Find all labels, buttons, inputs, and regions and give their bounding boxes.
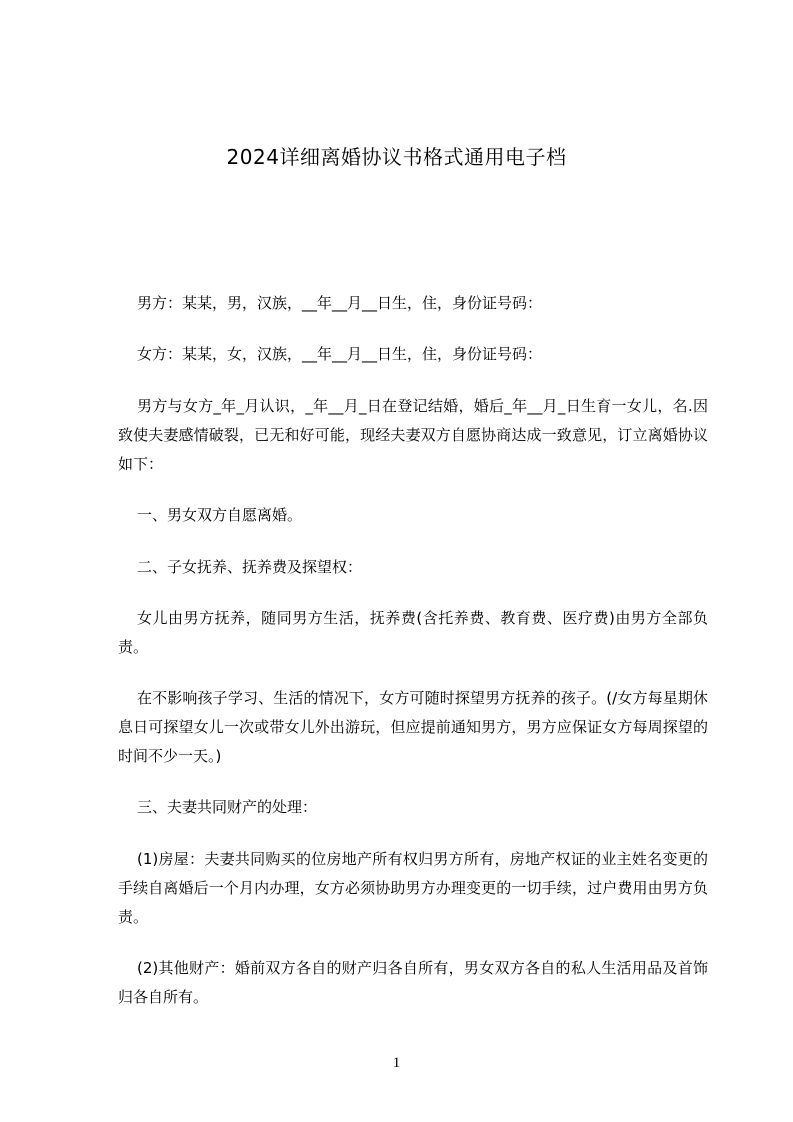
paragraph-husband-info: 男方：某某，男，汉族，__年__月__日生，住，身份证号码： [137, 294, 543, 312]
paragraph-wife-info: 女方：某某，女，汉族，__年__月__日生，住，身份证号码： [137, 345, 543, 363]
page-number: 1 [392, 1055, 401, 1071]
clause-2-heading: 二、子女抚养、抚养费及探望权： [137, 558, 363, 576]
clause-3-heading: 三、夫妻共同财产的处理： [137, 798, 318, 816]
paragraph-house: (1)房屋：夫妻共同购买的位房地产所有权归男方所有，房地产权证的业主姓名变更的手续自离婚后一个月内办理，女方必须协助男方办理变更的一切手续，过户费用由男方负责。 [118, 850, 708, 926]
clause-1-heading: 一、男女双方自愿离婚。 [137, 506, 303, 524]
paragraph-background: 男方与女方_年_月认识，_年__月_日在登记结婚，婚后_年__月_日生育一女儿，名.因致使夫妻感情破裂，已无和好可能，现经夫妻双方自愿协商达成一致意见，订立离婚协议如下： [118, 397, 708, 473]
paragraph-visitation: 在不影响孩子学习、生活的情况下，女方可随时探望男方抚养的孩子。(/女方每星期休息日可探望女儿一次或带女儿外出游玩，但应提前通知男方，男方应保证女方每周探望的时间不少一天。) [118, 689, 708, 765]
document-title: 2024详细离婚协议书格式通用电子档 [226, 145, 567, 169]
paragraph-other-property: (2)其他财产：婚前双方各自的财产归各自所有，男女双方各自的私人生活用品及首饰归各自所有。 [118, 959, 708, 1006]
paragraph-custody: 女儿由男方抚养，随同男方生活，抚养费(含托养费、教育费、医疗费)由男方全部负责。 [118, 609, 708, 656]
